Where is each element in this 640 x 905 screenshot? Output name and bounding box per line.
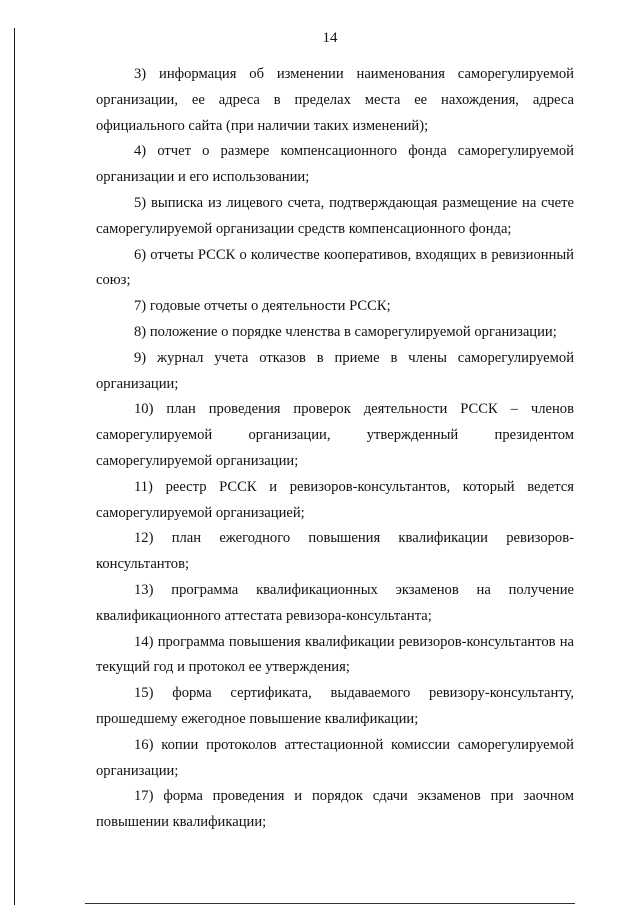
list-item [96, 578, 574, 630]
document-body [96, 62, 574, 836]
item-number: 14) [134, 633, 154, 650]
item-number: 12) [134, 530, 154, 547]
item-number: 6) [134, 246, 147, 263]
list-item [96, 526, 574, 578]
page-number: 14 [322, 30, 338, 46]
item-text: программа повышения квалификации ревизоров-консультантов на текущий год и протокол ее утверждения; [96, 633, 574, 676]
item-number: 13) [134, 581, 154, 598]
item-number: 7) [134, 298, 147, 315]
list-item [96, 294, 574, 320]
item-number: 16) [134, 736, 154, 753]
item-text: копии протоколов аттестационной комиссии саморегулируемой организации; [96, 736, 574, 779]
list-item [96, 475, 574, 527]
item-text: выписка из лицевого счета, подтверждающая размещение на счете саморегулируемой организации средств компенсационного фонда; [96, 194, 574, 237]
list-item [96, 397, 574, 474]
item-text: форма проведения и порядок сдачи экзаменов при заочном повышении квалификации; [96, 788, 574, 831]
list-item [96, 243, 574, 295]
item-text: реестр РССК и ревизоров-консультантов, который ведется саморегулируемой организацией; [96, 478, 574, 521]
list-item [96, 62, 574, 139]
list-item [96, 733, 574, 785]
scan-bottom-edge [85, 903, 575, 904]
item-text: план проведения проверок деятельности РССК – членов саморегулируемой организации, утвержденный президентом саморегулируемой организации; [96, 401, 574, 469]
item-text: форма сертификата, выдаваемого ревизору-консультанту, прошедшему ежегодное повышение квалификации; [96, 685, 574, 727]
list-item [96, 681, 574, 733]
list-item [96, 320, 574, 346]
item-text: информация об изменении наименования саморегулируемой организации, ее адреса в пределах места ее нахождения, адреса официального сайта (при наличии таких изменений); [96, 66, 574, 134]
item-number: 10) [134, 401, 154, 418]
item-number: 4) [134, 143, 147, 160]
list-item [96, 784, 574, 836]
item-text: отчет о размере компенсационного фонда саморегулируемой организации и его использовании; [96, 143, 574, 186]
item-text: программа квалификационных экзаменов на получение квалификационного аттестата ревизора-консультанта; [96, 581, 574, 624]
item-number: 5) [134, 194, 147, 211]
list-item [96, 630, 574, 682]
list-item [96, 139, 574, 191]
item-text: план ежегодного повышения квалификации ревизоров-консультантов; [96, 530, 574, 573]
item-text: годовые отчеты о деятельности РССК; [149, 298, 391, 315]
list-item [96, 191, 574, 243]
item-number: 8) [134, 323, 147, 340]
scan-left-edge [14, 28, 15, 905]
item-text: отчеты РССК о количестве кооперативов, входящих в ревизионный союз; [96, 246, 574, 289]
item-text: журнал учета отказов в приеме в члены саморегулируемой организации; [96, 349, 575, 392]
item-text: положение о порядке членства в саморегулируемой организации; [149, 323, 557, 340]
item-number: 17) [134, 788, 154, 805]
list-item [96, 346, 574, 398]
item-number: 15) [134, 685, 154, 702]
item-number: 3) [134, 66, 147, 82]
item-number: 11) [134, 478, 153, 495]
item-number: 9) [134, 349, 147, 366]
